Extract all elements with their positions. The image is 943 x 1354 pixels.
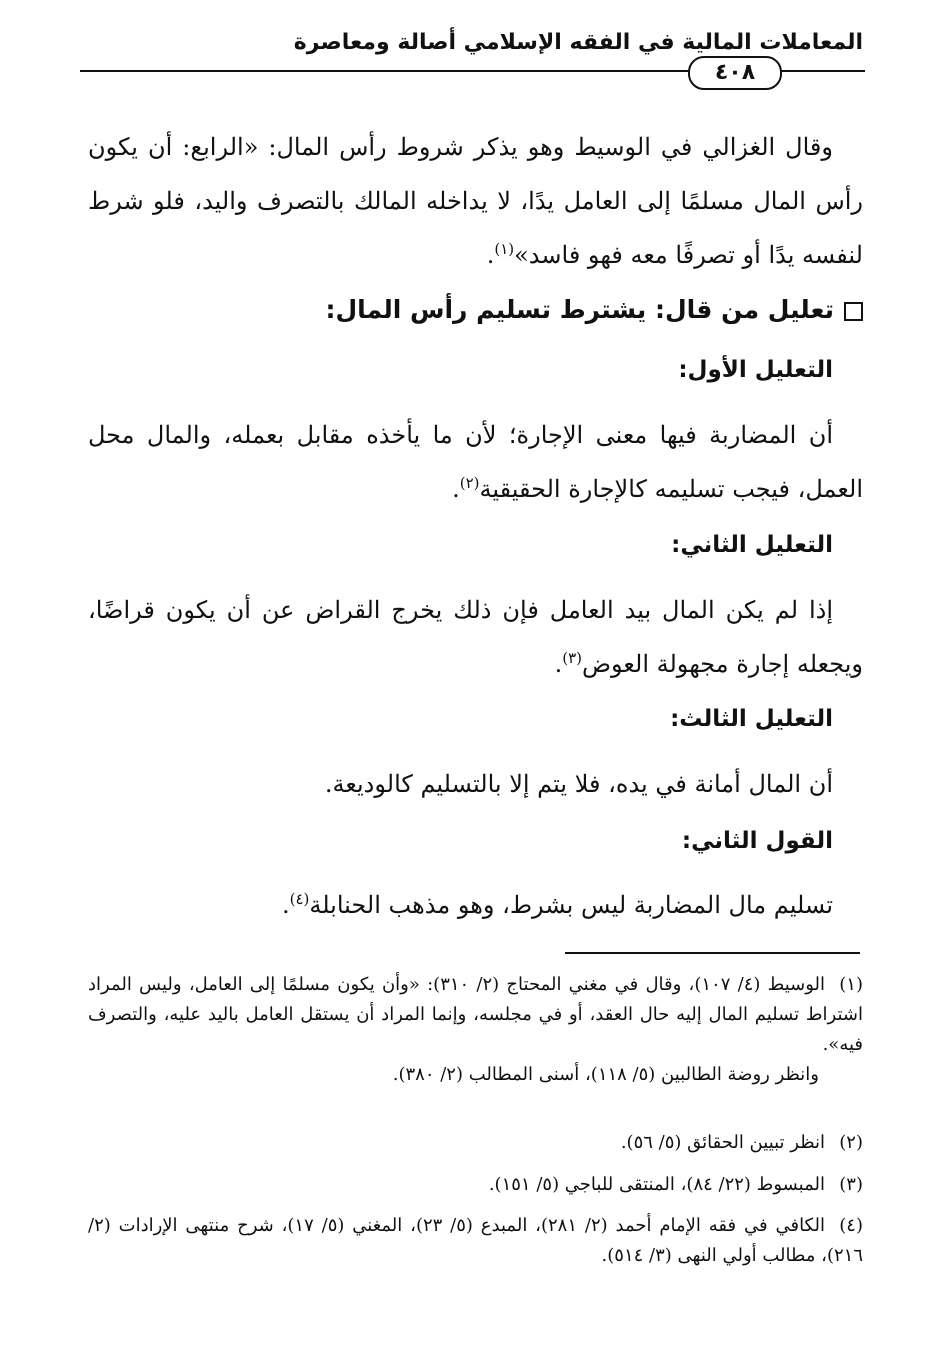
reason3-paragraph	[88, 757, 863, 811]
reason2-text: إذا لم يكن المال بيد العامل فإن ذلك يخرج القراض عن أن يكون قراضًا، ويجعله إجارة مجهولة العوض	[88, 596, 863, 678]
page-number: ٤٠٨	[688, 56, 782, 90]
reason2-period: .	[554, 650, 563, 678]
footnote-separator	[565, 952, 860, 954]
footnote-4-number: (٤)	[839, 1215, 863, 1236]
footnote-2-number: (٢)	[839, 1132, 863, 1153]
opinion2-paragraph	[88, 878, 863, 932]
footnote-1-body	[88, 970, 863, 1060]
footnote-1-extra: وانظر روضة الطالبين (٥/ ١١٨)، أسنى المطالب (٢/ ٣٨٠).	[392, 1064, 819, 1085]
reason2-title: التعليل الثاني:	[671, 532, 833, 558]
footnote-ref-2: (٢)	[459, 474, 480, 492]
intro-text: وقال الغزالي في الوسيط وهو يذكر شروط رأس المال: «الرابع: أن يكون رأس المال مسلمًا إلى العامل يدًا، لا يداخله المالك بالتصرف واليد، فلو شرط لنفسه يدًا أو تصرفًا معه فهو فاسد»	[88, 133, 863, 269]
footnote-ref-3: (٣)	[562, 649, 583, 667]
footnote-1-number: (١)	[839, 974, 863, 995]
footnote-3-number: (٣)	[839, 1174, 863, 1195]
footnote-4-text: الكافي في فقه الإمام أحمد (٢/ ٢٨١)، المبدع (٥/ ٢٣)، المغني (٥/ ١٧)، شرح منتهى الإرادات (٢/ ٢١٦)، مطالب أولي النهى (٣/ ٥١٤).	[88, 1215, 863, 1266]
footnote-ref-1: (١)	[494, 240, 515, 258]
footnote-2	[88, 1128, 863, 1158]
section-heading-text: تعليل من قال: يشترط تسليم رأس المال:	[325, 295, 834, 324]
intro-paragraph	[88, 120, 863, 282]
footnote-ref-4: (٤)	[289, 890, 310, 908]
footnote-3	[88, 1170, 863, 1200]
footnote-4	[88, 1211, 863, 1271]
opinion2-title: القول الثاني:	[681, 828, 833, 854]
square-bullet-icon	[844, 302, 863, 321]
footnote-1-text: الوسيط (٤/ ١٠٧)، وقال في مغني المحتاج (٢/ ٣١٠): «وأن يكون مسلمًا إلى العامل، وليس المراد اشتراط تسليم المال إليه حال العقد، أو في مجلسه، وإنما المراد أن يستقل العامل باليد عليه، والتصرف فيه».	[88, 974, 863, 1055]
reason2-paragraph	[88, 583, 863, 691]
running-title: المعاملات المالية في الفقه الإسلامي أصالة ومعاصرة	[293, 30, 863, 55]
section-heading	[88, 295, 863, 324]
opinion2-text: تسليم مال المضاربة ليس بشرط، وهو مذهب الحنابلة	[309, 891, 833, 919]
reason3-title: التعليل الثالث:	[670, 706, 833, 732]
footnote-3-text: المبسوط (٢٢/ ٨٤)، المنتقى للباجي (٥/ ١٥١).	[488, 1174, 825, 1195]
reason1-period: .	[452, 475, 460, 503]
reason1-title: التعليل الأول:	[678, 357, 833, 383]
reason1-paragraph	[88, 408, 863, 516]
reason3-text: أن المال أمانة في يده، فلا يتم إلا بالتسليم كالوديعة.	[324, 770, 833, 798]
footnote-1	[88, 970, 863, 1090]
footnote-2-text: انظر تبيين الحقائق (٥/ ٥٦).	[620, 1132, 825, 1153]
intro-period: .	[486, 241, 495, 269]
reason1-text: أن المضاربة فيها معنى الإجارة؛ لأن ما يأخذه مقابل بعمله، والمال محل العمل، فيجب تسليمه كالإجارة الحقيقية	[88, 421, 863, 503]
opinion2-period: .	[281, 891, 290, 919]
